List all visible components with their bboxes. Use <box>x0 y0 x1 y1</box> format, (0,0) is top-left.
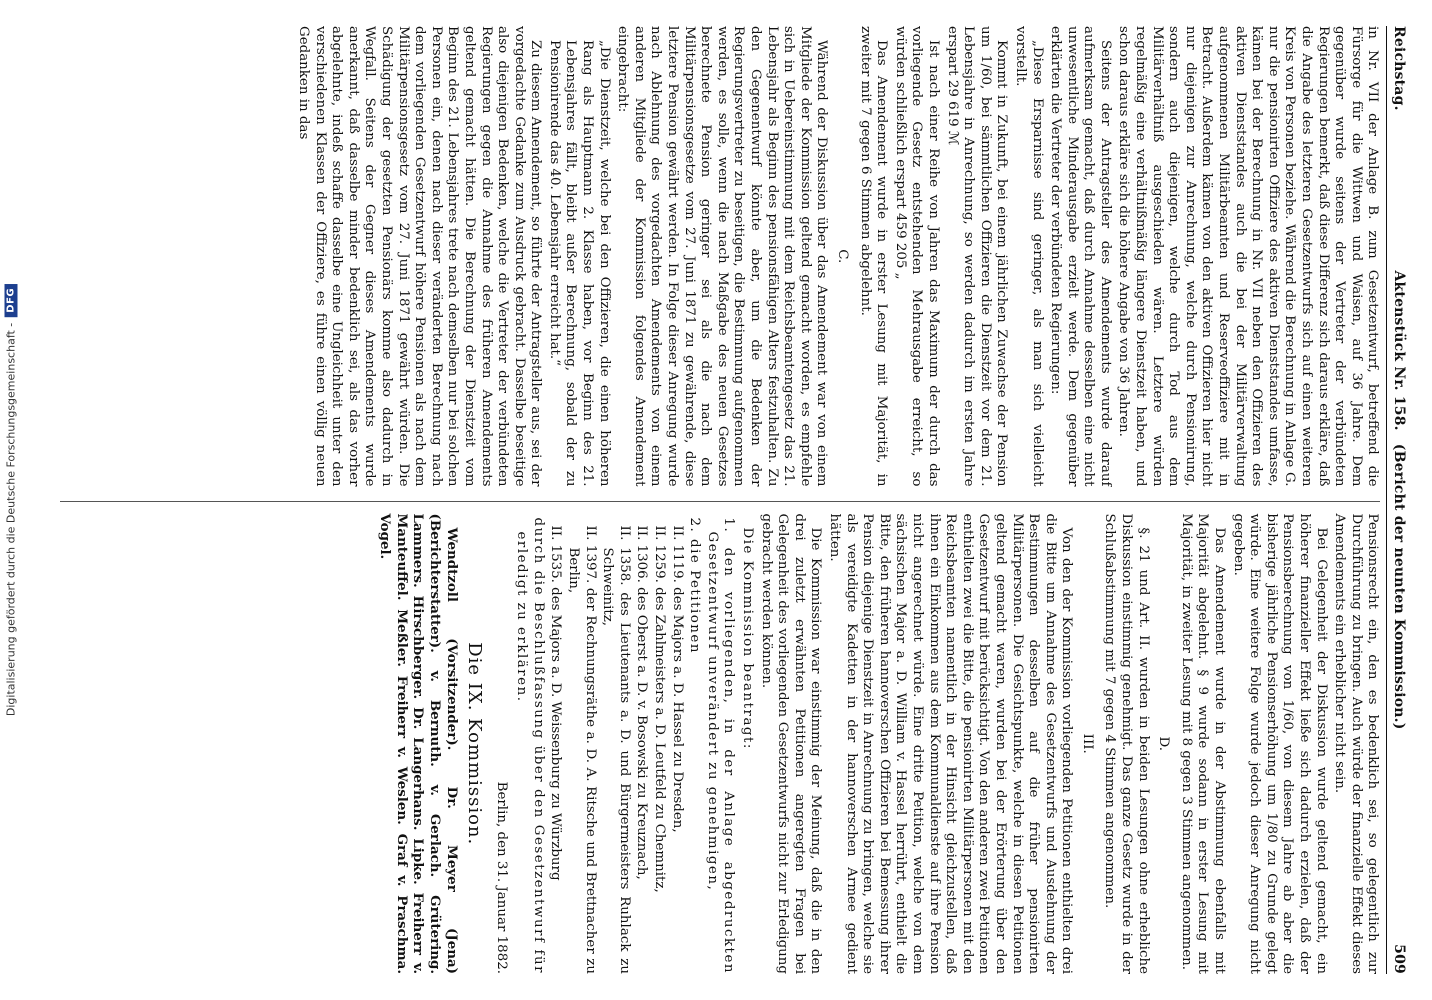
column-right <box>60 501 1380 975</box>
committee-title: Die IX. Kommission. <box>464 642 486 846</box>
committee-members: Wendtzoll (Vorsitzender). Dr. Meyer (Jena) (Berichterstatter). v. Bernuth. v. Gerlach. Grütering. Lammers. Hirschberger. Dr. Langerhans. Lipke. Freiherr v. Manteuffel. Meßler. Freiherr v. Weslen. Graf v. Praschma. Vogel. <box>377 513 460 974</box>
petition-entry: II. 1119. des Majors a. D. Hassel zu Dresden, <box>669 525 685 833</box>
section-heading-d: D. <box>1156 736 1172 751</box>
scanned-page <box>22 0 1432 1000</box>
header-report-title: (Bericht der neunten Kommission.) <box>1391 443 1407 730</box>
paragraph: „Diese Ersparnisse sind geringer, als man sich vielleicht vorstellt. <box>1012 26 1045 487</box>
paragraph: Das Amendement wurde in der Abstimmung ebenfalls mit Majorität abgelehnt. § 9 wurde sodann in erster Lesung mit Majorität, in zweiter Lesung mit 8 gegen 3 Stimmen angenommen. <box>1178 513 1228 974</box>
petition-entry: II. 1358. des Lieutenants a. D. und Bürgermeisters Ruhlack zu Schweinitz, <box>600 525 632 974</box>
paragraph: Von den der Kommission vorliegenden Petitionen enthielten drei die Bitte um Annahme des Gesetzentwurfs und Ausdehnung der Bestimmungen desselben auf die früher pensionirten Militärpersonen. Die Gesichtspunkte, welche in diesen Petitionen geltend gemacht waren, wurden bei der Erörterung über den Gesetzentwurf mit berücksichtigt. Von den anderen zwei Petitionen enthielten zwei die Bitte, die pensionirten Militärpersonen mit den Reichsbeamten namentlich in der Hinsicht gleichzustellen, daß ihnen ein Einkommen aus dem Kommunaldienste auf ihre Pension nicht angerechnet würde. Eine dritte Petition, welche von dem sächsischen Major a. D. William v. Hassel herrührt, enthielt die Bitte, den früheren hannoverschen Offizieren bei Bemessung ihrer Pension diejenige Dienstzeit in Anrechnung zu bringen, welche sie als vereidigte Kadetten in der hannoverschen Armee gedient hätten. <box>827 513 1075 974</box>
calculation-maximum <box>891 26 941 487</box>
running-header <box>1386 26 1407 974</box>
column-left <box>60 26 1380 487</box>
paragraph: Bei Gelegenheit der Diskussion wurde geltend gemacht, ein höherer finanzieller Effekt ließe sich dadurch erzielen, daß der Pensionsberechnung von 1/60, von diesem Jahre ab aber die bisherige jährliche Pensionserhöhung um 1/80 zu Grunde gelegt würde. Eine weitere Folge wurde jedoch dieser Anregung nicht gegeben. <box>1230 513 1329 974</box>
section-heading-iii: III. <box>1079 733 1095 754</box>
proposal-item: 1. den vorliegenden, in der Anlage abgedruckten Gesetzentwurf unverändert zu genehmigen, <box>704 517 737 974</box>
calculation-text: Ist nach einer Reihe von Jahren das Maximum der durch das vorliegende Gesetz entstehenden Mehrausgabe erreicht, so würden schließlich erspart <box>892 26 941 487</box>
paragraph: Zu diesem Amendement, so führte der Antragsteller aus, sei der vorgedachte Gedanke zum Ausdruck gebracht. Dasselbe beseitige also diejenigen Bedenken, welche die Vertreter der verbündeten Regierungen gegen die Annahme des früheren Amendements geltend gemacht hätten. Die Berechnung der Dienstzeit vom Beginn des 21. Lebensjahres trete nach demselben nur bei solchen Personen ein, denen nach dieser veränderten Berechnung nach dem vorliegenden Gesetzentwurf höhere Pensionen als nach dem Militärpensionsgesetz vom 27. Juni 1871 gewährt würden. Die Schädigung der gesetzten Pensionärs komme also dadurch in Wegfall. Seitens der Gegner dieses Amendements wurde anerkannt, daß dasselbe minder bedenklich sei, als das vorher abgelehnte, indeß schaffe dasselbe eine Ungleichheit unter den verschiedenen Klassen der Offiziere, es führe einen völlig neuen Gedanken in das <box>296 26 544 487</box>
calculation-text: Kommt in Zukunft, bei einem jährlichen Zuwachse der Pension um 1/60, bei sämmtlichen Offizieren die Dienstzeit vor dem 21. Lebensjahre in Anrechnung, so werden dadurch im ersten Jahre erspart <box>944 26 1010 487</box>
header-left: Reichstag. <box>1391 26 1407 111</box>
header-center <box>1390 86 1407 914</box>
vote-result: Das Amendement wurde in erster Lesung mit Majorität, in zweiter mit 7 gegen 6 Stimmen abgelehnt. <box>857 26 890 487</box>
digitization-note: Digitalisierung gefördert durch die Deutsche Forschungsgemeinschaft - <box>4 322 18 717</box>
digitization-footer <box>0 0 22 1000</box>
dfg-logo: DFG <box>5 284 18 317</box>
paragraph: Seitens der Antragsteller des Amendements wurde darauf aufmerksam gemacht, daß durch Annahme desselben eine nicht unwesentliche Minderausgabe erzielt werde. Dem gegenüber erklärten die Vertreter der verbündeten Regierungen: <box>1048 26 1113 487</box>
proposal-item: 2. die Petitionen <box>687 517 703 654</box>
calculation-intro <box>943 26 1009 487</box>
date-line: Berlin, den 31. Januar 1882. <box>493 781 509 974</box>
amendment-quote: „Die Dienstzeit, welche bei den Offizieren, die einen höheren Rang als Hauptmann 2. Klasse haben, vor Beginn des 21. Lebensjahres fällt, bleibt außer Berechnung, sobald der zu Pensionirende das 40. Lebensjahr erreicht hat.“ <box>546 40 612 487</box>
petition-entry: II. 1259. des Zahlmeisters a. D. Leutfeld zu Chemnitz, <box>652 525 668 893</box>
page-content <box>37 10 1417 990</box>
calculation-amount-first-year: 29 619 ℳ <box>944 79 960 146</box>
petition-entry: II. 1535. des Majors a. D. Weissenburg zu Würzburg <box>548 525 564 881</box>
petition-entry: II. 1397. der Rechnungsräthe a. D. A. Ritsche und Brettnacher zu Berlin, <box>566 525 598 974</box>
paragraph: Pensionsrecht ein, den es bedenklich sei, so gelegentlich zur Durchführung zu bringen. Auch würde der finanzielle Effekt dieses Amendements ein erheblicher nicht sein. <box>1332 513 1381 974</box>
paragraph: Während der Diskussion über das Amendement war von einem Mitgliede der Kommission geltend gemacht worden, es empfehle sich in Uebereinstimmung mit dem Reichsbeamtengesetz das 21. Lebensjahr als Beginn des pensionsfähigen Alters festzuhalten. Zu den Gegenentwurf könnte aber, um die Bedenken der Regierungsvertreter zu beseitigen, die Bestimmung aufgenommen werden, es solle, wenn die nach Maßgabe des neuen Gesetzes berechnete Pension geringer sei als die nach dem Militärpensionsgesetze vom 27. Juni 1871 zu gewährende, diese letztere Pension gewährt werden. In Folge dieser Anregung wurde nach Ablehnung des vorgedachten Amendements von einem anderen Mitgliede der Kommission folgendes Amendement eingebracht: <box>615 26 830 487</box>
paragraph: Die Kommission war einstimmig der Meinung, daß die in den drei zuletzt erwähnten Petitionen angeregten Fragen bei Gelegenheit des vorliegenden Gesetzentwurfs nicht zur Erledigung gebracht werden können. <box>758 513 824 974</box>
section-heading-c: C. <box>835 249 850 264</box>
header-document-number: Aktenstück Nr. 158. <box>1391 270 1407 431</box>
paragraph: §. 21 und Art. II. wurden in beiden Lesungen ohne erhebliche Diskussion einstimmig genehmigt. Das ganze Gesetz wurde in der Schlußabstimmung mit 7 gegen 4 Stimmen angenommen. <box>1102 513 1151 974</box>
petition-entry: II. 1306. des Oberst a. D. v. Bosowski zu Kreuznach, <box>634 525 650 880</box>
calculation-amount-maximum: 459 205 „ <box>892 213 908 280</box>
paragraph: in Nr. VII der Anlage B. zum Gesetzentwurf, betreffend die Fürsorge für die Wittwen und Waisen, auf 36 Jahre. Dem gegenüber wurde seitens der Vertreter der verbündeten Regierungen bemerkt, daß diese Differenz sich daraus erkläre, daß die Angabe des letzteren Gesetzentwurfs sich auf einen weiteren Kreis von Personen beziehe. Während die Berechnung in Anlage G. nur die pensionirten Offiziere des aktiven Dienststandes umfasse, kämen bei der Berechnung in Nr. VII neben den Offizieren des aktiven Dienststandes auch die bei der Militärverwaltung aufgenommenen Militärbeamten und Reserveoffiziere mit in Betracht. Außerdem kämen von den aktiven Offizieren hier nicht nur diejenigen zur Anrechnung, welche durch Pensionirung, sondern auch diejenigen, welche durch Tod aus dem Militärverhältniß ausgeschieden wären. Letztere würden regelmäßig eine verhältnißmäßig längere Dienstzeit haben, und schon daraus erkläre sich die höhere Angabe von 36 Jahren. <box>1116 26 1381 487</box>
page-number: 509 <box>1391 944 1407 974</box>
proposal-intro: Die Kommission beantragt: <box>740 527 756 750</box>
text-columns <box>60 26 1380 974</box>
petitions-conclusion: durch die Beschlußfassung über den Gesetzentwurf für erledigt zu erklären. <box>514 517 546 974</box>
